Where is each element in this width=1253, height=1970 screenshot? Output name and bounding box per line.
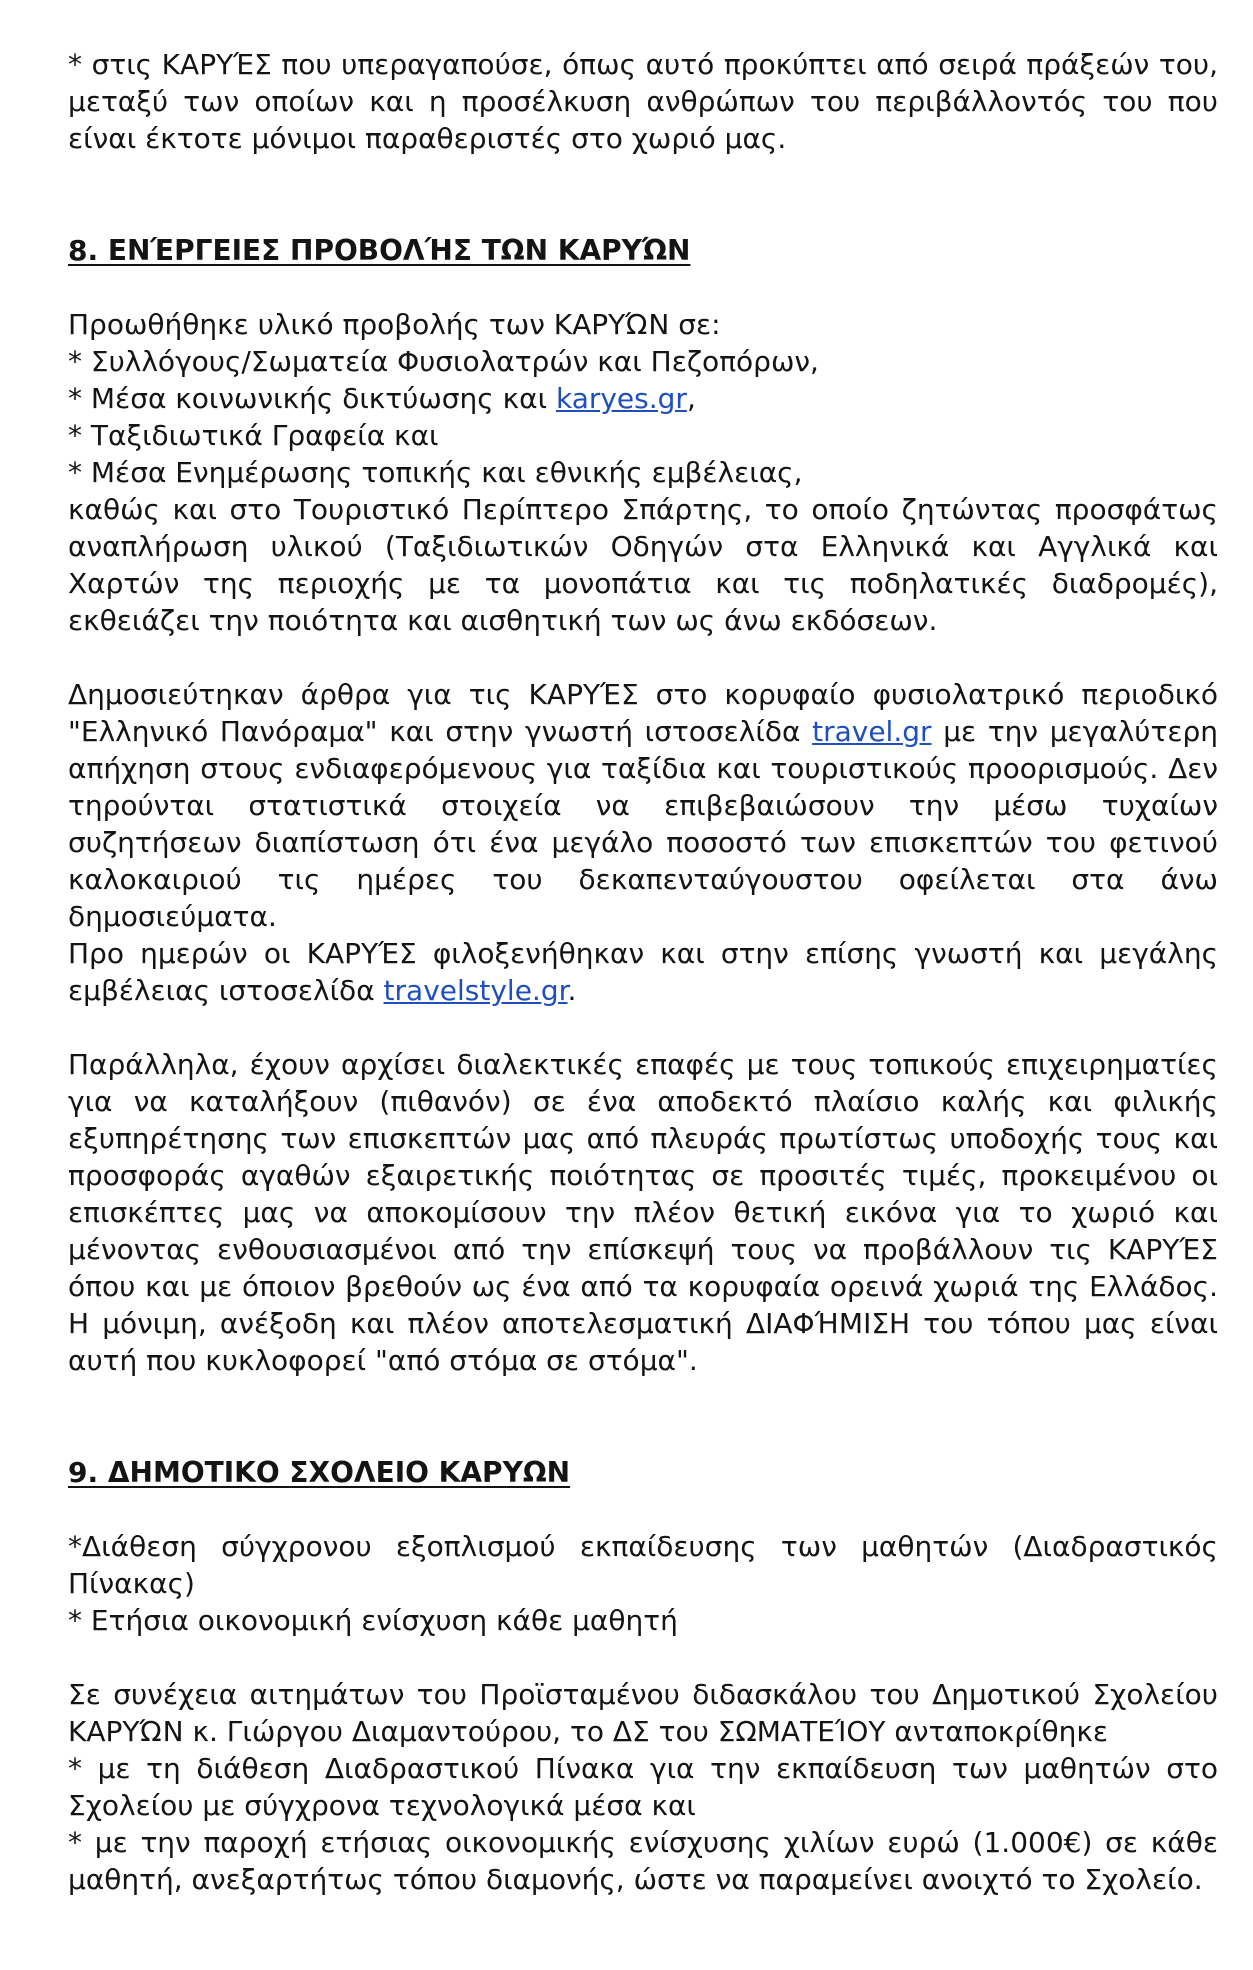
section-9-list [68, 1528, 1218, 1639]
travel-gr-link[interactable]: travel.gr [812, 715, 932, 748]
travelstyle-text: Προ ημερών οι ΚΑΡΥΈΣ φιλοξενήθηκαν και στην επίσης γνωστή και μεγάλης εμβέλειας ιστοσελίδα [68, 937, 1218, 1007]
list-item: * Ετήσια οικονομική ενίσχυση κάθε μαθητή [68, 1604, 678, 1637]
section-8-tail: καθώς και στο Τουριστικό Περίπτερο Σπάρτης, το οποίο ζητώντας προσφάτως αναπλήρωση υλικού (Ταξιδιωτικών Οδηγών στα Ελληνικά και Αγγλικά και Χαρτών της περιοχής με τα μονοπάτια και τις ποδηλατικές διαδρομές), εκθειάζει την ποιότητα και αισθητική των ως άνω εκδόσεων. [68, 493, 1218, 637]
section-8-business-paragraph: Παράλληλα, έχουν αρχίσει διαλεκτικές επαφές με τους τοπικούς επιχειρηματίες για να καταλήξουν (πιθανόν) σε ένα αποδεκτό πλαίσιο καλής και φιλικής εξυπηρέτησης των επισκεπτών μας από πλευράς πρωτίστως υποδοχής τους και προσφοράς αγαθών εξαιρετικής ποιότητας σε προσιτές τιμές, προκειμένου οι επισκέπτες μας να αποκομίσουν την πλέον θετική εικόνα για το χωριό και μένοντας ενθουσιασμένοι από την επίσκεψή τους να προβάλλουν τις ΚΑΡΥΈΣ όπου και με όποιον βρεθούν ως ένα από τα κορυφαία ορεινά χωριά της Ελλάδος. Η μόνιμη, ανέξοδη και πλέον αποτελεσματική ΔΙΑΦΉΜΙΣΗ του τόπου μας είναι αυτή που κυκλοφορεί "από στόμα σε στόμα". [68, 1048, 1218, 1377]
articles-text-cont: με την μεγαλύτερη απήχηση στους ενδιαφερόμενους για ταξίδια και τουριστικούς προορισμούς. Δεν τηρούνται στατιστικά στοιχεία να επιβεβαιώσουν την μέσω τυχαίων συζητήσεων διαπίστωση ότι ένα μεγάλο ποσοστό των επισκεπτών του φετινού καλοκαιριού τις ημέρες του δεκαπενταύγουστου οφείλεται στα άνω δημοσιεύματα. [68, 715, 1218, 933]
list-item: * Συλλόγους/Σωματεία Φυσιολατρών και Πεζοπόρων, [68, 345, 819, 378]
section-8-heading: 8. ΕΝΈΡΓΕΙΕΣ ΠΡΟΒΟΛΉΣ ΤΩΝ ΚΑΡΥΏΝ [68, 234, 691, 267]
section-8-lead: Προωθήθηκε υλικό προβολής των ΚΑΡΥΏΝ σε: [68, 308, 721, 341]
travelstyle-link[interactable]: travelstyle.gr [383, 974, 568, 1007]
list-item: * Ταξιδιωτικά Γραφεία και [68, 419, 439, 452]
list-item-text: * Μέσα κοινωνικής δικτύωσης και [68, 382, 556, 415]
section-8-list [68, 306, 1218, 491]
section-9-paragraph-1: Σε συνέχεια αιτημάτων του Προϊσταμένου διδασκάλου του Δημοτικού Σχολείου ΚΑΡΥΏΝ κ. Γιώργου Διαμαντούρου, το ΔΣ του ΣΩΜΑΤΕΊΟΥ ανταποκρίθηκε [68, 1678, 1218, 1748]
intro-paragraph: * στις ΚΑΡΥΈΣ που υπεραγαπούσε, όπως αυτό προκύπτει από σειρά πράξεών του, μεταξύ των οποίων και η προσέλκυση ανθρώπων του περιβάλλοντός του που είναι έκτοτε μόνιμοι παραθεριστές στο χωριό μας. [68, 48, 1218, 155]
link-suffix: , [686, 382, 696, 415]
articles-text: Δημοσιεύτηκαν άρθρα για τις ΚΑΡΥΈΣ στο κορυφαίο φυσιολατρικό περιοδικό "Ελληνικό Πανόραμα" και στην γνωστή ιστοσελίδα [68, 678, 1218, 748]
section-8-articles-paragraph [68, 676, 1218, 935]
section-8-travelstyle-paragraph [68, 935, 1218, 1009]
section-9-paragraph-3: * με την παροχή ετήσιας οικονομικής ενίσχυσης χιλίων ευρώ (1.000€) σε κάθε μαθητή, ανεξαρτήτως τόπου διαμονής, ώστε να παραμείνει ανοιχτό το Σχολείο. [68, 1826, 1218, 1896]
list-item: * Μέσα Ενημέρωσης τοπικής και εθνικής εμβέλειας, [68, 456, 803, 489]
section-9-heading: 9. ΔΗΜΟΤΙΚΟ ΣΧΟΛΕΙΟ ΚΑΡΥΩΝ [68, 1456, 571, 1489]
karyes-link[interactable]: karyes.gr [555, 382, 687, 415]
travelstyle-suffix: . [567, 974, 577, 1007]
document-body [68, 46, 1218, 1898]
list-item: *Διάθεση σύγχρονου εξοπλισμού εκπαίδευσης των μαθητών (Διαδραστικός Πίνακας) [68, 1530, 1218, 1600]
section-9-paragraph-2: * με τη διάθεση Διαδραστικού Πίνακα για την εκπαίδευση των μαθητών στο Σχολείου με σύγχρονα τεχνολογικά μέσα και [68, 1752, 1218, 1822]
list-item [68, 380, 1218, 417]
